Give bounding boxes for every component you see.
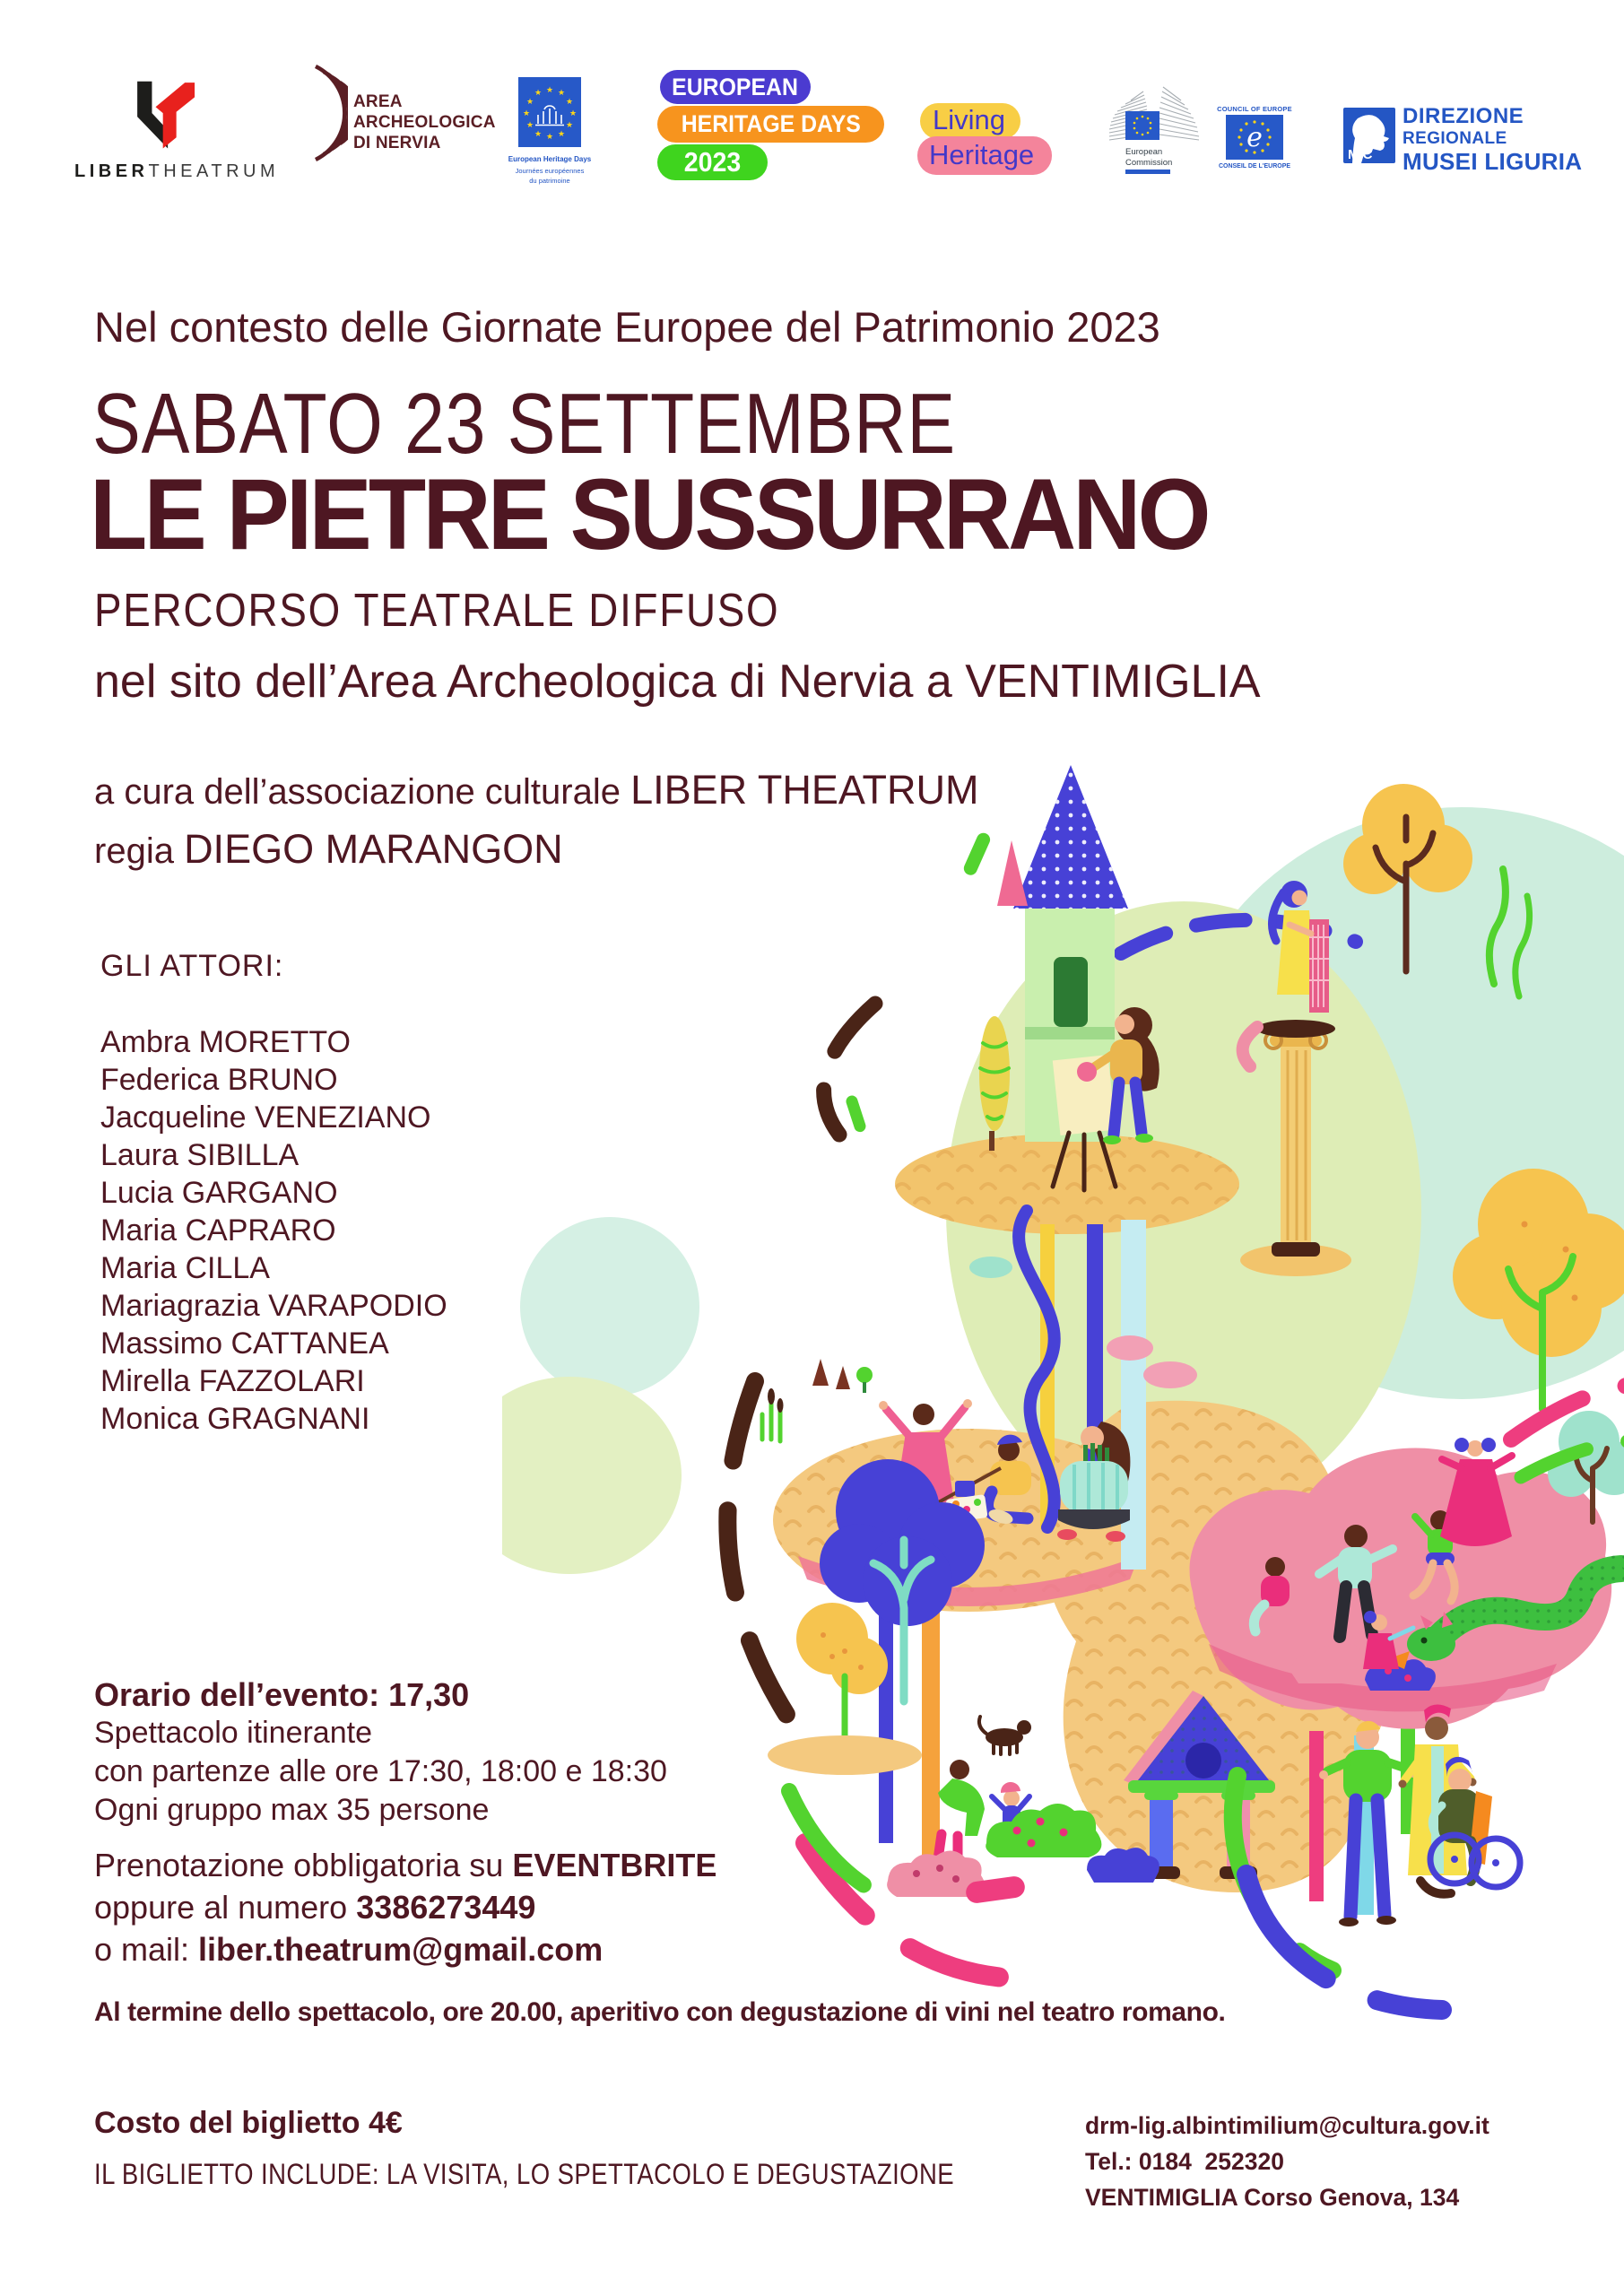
cast-member: Mariagrazia VARAPODIO (100, 1289, 447, 1323)
european-commission-logo (1106, 83, 1209, 177)
svg-text:★: ★ (557, 129, 566, 138)
contact-block (1085, 2108, 1489, 2215)
curated-prefix: a cura dell’associazione culturale (94, 772, 631, 812)
mic-line3: MUSEI LIGURIA (1403, 148, 1583, 175)
schedule-line1: Spettacolo itinerante (94, 1716, 372, 1750)
eu-flag-icon (502, 77, 628, 188)
ticket-includes: IL BIGLIETTO INCLUDE: LA VISITA, LO SPETTACOLO E DEGUSTAZIONE (94, 2158, 955, 2190)
direction-line (94, 826, 563, 873)
director-name: DIEGO MARANGON (184, 826, 563, 872)
svg-text:★: ★ (525, 97, 534, 106)
area-logo-line2: ARCHEOLOGICA (353, 113, 496, 132)
ec-label-line1: European (1125, 147, 1163, 157)
coe-top-label: COUNCIL OF EUROPE (1217, 105, 1292, 113)
location-prefix: nel sito dell’Area Archeologica di Nervia a (94, 656, 966, 708)
coe-e-glyph: e (1246, 122, 1263, 153)
mic-musei-liguria-logo (1343, 104, 1603, 175)
area-logo-line3: DI NERVIA (353, 134, 441, 152)
living-label: Living (933, 104, 1005, 135)
svg-text:★: ★ (534, 129, 543, 138)
council-of-europe-icon (1226, 115, 1283, 160)
svg-text:★: ★ (557, 88, 566, 97)
contact-address: VENTIMIGLIA Corso Genova, 134 (1085, 2184, 1460, 2211)
mic-line2: REGIONALE (1403, 129, 1507, 148)
event-date: SABATO 23 SETTEMBRE (92, 376, 957, 472)
cast-member: Massimo CATTANEA (100, 1326, 389, 1361)
mic-mark-label: MiC (1348, 147, 1373, 162)
event-subtitle: PERCORSO TEATRALE DIFFUSO (94, 585, 780, 637)
spotted-tree (768, 1603, 922, 1775)
ehd-2023-line1: EUROPEAN (672, 74, 799, 100)
ehd-flag-caption2: Journées européennes (515, 167, 585, 175)
context-line: Nel contesto delle Giornate Europee del Patrimonio 2023 (94, 303, 1160, 351)
event-time: Orario dell’evento: 17,30 (94, 1676, 470, 1713)
liber-label: LIBER (74, 161, 149, 181)
ec-label-line2: Commission (1125, 158, 1173, 168)
cast-member: Maria CAPRARO (100, 1213, 336, 1248)
booking-phone: 3386273449 (356, 1889, 536, 1926)
dog (979, 1717, 1031, 1754)
european-commission-icon (1106, 83, 1209, 177)
theatrum-label: THEATRUM (148, 161, 276, 181)
svg-text:★: ★ (569, 109, 578, 117)
council-of-europe-logo (1216, 106, 1293, 174)
booking-email: liber.theatrum@gmail.com (198, 1931, 604, 1968)
cast-member: Ambra MORETTO (100, 1025, 351, 1059)
area-archeologica-logo (289, 63, 496, 163)
svg-text:★: ★ (565, 97, 574, 106)
schedule-line2: con partenze alle ore 17:30, 18:00 e 18:30 (94, 1754, 667, 1788)
liber-theatrum-logo (65, 45, 276, 184)
ehd-flag-caption3: du patrimoine (529, 177, 570, 185)
coe-bottom-label: CONSEIL DE L'EUROPE (1218, 163, 1291, 170)
contact-phone: Tel.: 0184 252320 (1085, 2148, 1284, 2175)
svg-text:★: ★ (534, 88, 543, 97)
location-city: VENTIMIGLIA (965, 656, 1261, 708)
cast-member: Federica BRUNO (100, 1063, 338, 1097)
ticket-price: Costo del biglietto 4€ (94, 2106, 403, 2140)
booking-line: Prenotazione obbligatoria su EVENTBRITE (94, 1847, 717, 1883)
contact-email: drm-lig.albintimilium@cultura.gov.it (1085, 2112, 1489, 2139)
cast-member: Jacqueline VENEZIANO (100, 1100, 431, 1135)
mic-line1: DIREZIONE (1403, 104, 1524, 128)
liber-theatrum-monogram-icon (65, 45, 276, 188)
area-arcs-icon (289, 63, 348, 163)
cast-member: Mirella FAZZOLARI (100, 1364, 365, 1398)
european-heritage-days-flag-logo (502, 77, 628, 188)
aperitivo-note: Al termine dello spettacolo, ore 20.00, aperitivo con degustazione di vini nel teatro romano. (94, 1997, 1226, 2027)
area-logo-line1: AREA (353, 92, 403, 111)
mail-line: o mail: liber.theatrum@gmail.com (94, 1931, 604, 1968)
phone-line: oppure al numero 3386273449 (94, 1889, 536, 1926)
direction-prefix: regia (94, 831, 185, 871)
cast-member: Monica GRAGNANI (100, 1402, 370, 1436)
archaeological-park-illustration (502, 758, 1624, 2067)
heritage-label: Heritage (929, 139, 1035, 170)
cast-list (100, 1023, 447, 1438)
schedule-line3: Ogni gruppo max 35 persone (94, 1793, 490, 1827)
cast-member: Maria CILLA (100, 1251, 270, 1285)
ehd-flag-caption1: European Heritage Days (508, 155, 592, 163)
curated-name: LIBER THEATRUM (630, 767, 979, 813)
event-location (94, 656, 1261, 709)
svg-text:★: ★ (522, 109, 531, 117)
svg-text:LIBERTHEATRUM (74, 161, 276, 181)
mic-icon (1343, 108, 1395, 163)
cast-member: Laura SIBILLA (100, 1138, 300, 1172)
event-title: LE PIETRE SUSSURRANO (90, 458, 1208, 570)
svg-text:★: ★ (565, 120, 574, 129)
cast-heading: GLI ATTORI: (100, 949, 284, 983)
cast-member: Lucia GARGANO (100, 1176, 338, 1210)
ehd-2023-line3: 2023 (683, 146, 742, 178)
ehd-2023-line2: HERITAGE DAYS (681, 110, 861, 137)
svg-text:★: ★ (525, 120, 534, 129)
svg-text:★: ★ (545, 85, 554, 94)
svg-text:★: ★ (545, 132, 554, 141)
eventbrite-label: EVENTBRITE (512, 1847, 717, 1883)
european-heritage-days-2023-logo (657, 70, 899, 181)
small-pines (762, 1359, 873, 1441)
living-heritage-logo (917, 99, 1079, 179)
